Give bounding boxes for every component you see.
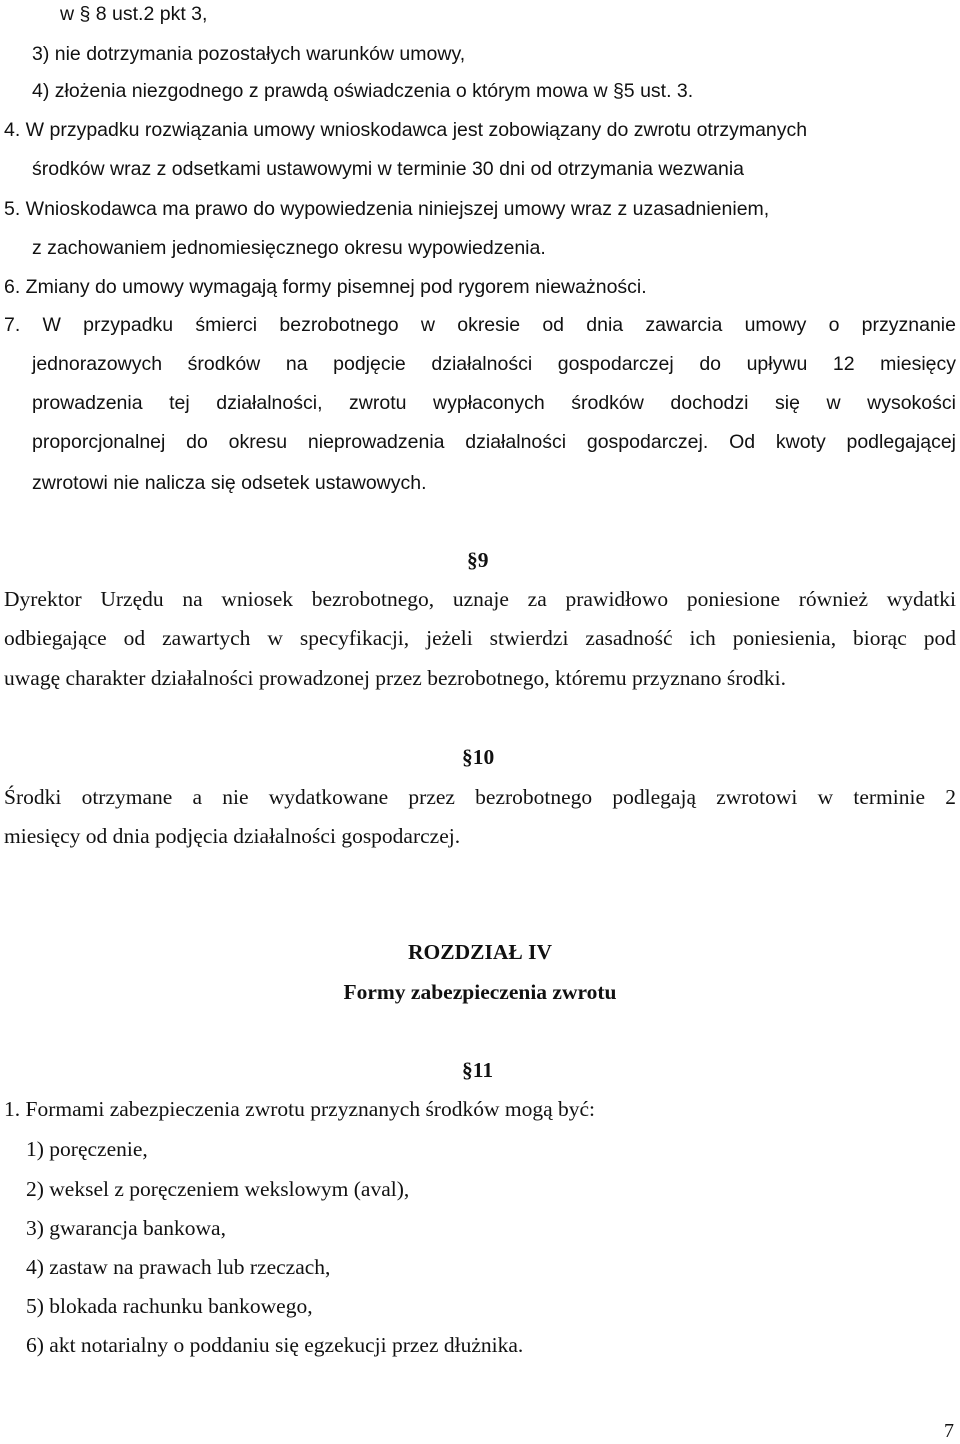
section-10-line-1: Środki otrzymane a nie wydatkowane przez bezrobotnego podlegają zwrotowi w terminie 2 [4, 785, 956, 809]
point-5-line-1: 5. Wnioskodawca ma prawo do wypowiedzenia niniejszej umowy wraz z uzasadnieniem, [4, 198, 770, 220]
list-item: 1) poręczenie, [26, 1137, 148, 1161]
page-number: 7 [944, 1420, 954, 1442]
section-11-heading: §11 [462, 1058, 494, 1082]
list-item: 2) weksel z poręczeniem wekslowym (aval), [26, 1177, 410, 1201]
point-7-line-5: zwrotowi nie nalicza się odsetek ustawowych. [32, 472, 427, 494]
list-item: 6) akt notarialny o poddaniu się egzekucji przez dłużnika. [26, 1333, 524, 1357]
point-7-line-1: 7. W przypadku śmierci bezrobotnego w okresie od dnia zawarcia umowy o przyznanie [4, 314, 956, 336]
point-7-line-4: proporcjonalnej do okresu nieprowadzenia działalności gospodarczej. Od kwoty podlegającej [32, 431, 956, 453]
point-4-line-1: 4. W przypadku rozwiązania umowy wnioskodawca jest zobowiązany do zwrotu otrzymanych [4, 119, 808, 141]
list-item-reference: w § 8 ust.2 pkt 3, [60, 3, 208, 25]
point-7-line-2: jednorazowych środków na podjęcie działalności gospodarczej do upływu 12 miesięcy [32, 353, 956, 375]
section-9-line-1: Dyrektor Urzędu na wniosek bezrobotnego, uznaje za prawidłowo poniesione również wydatki [4, 587, 956, 611]
list-item-4: 4) złożenia niezgodnego z prawdą oświadczenia o którym mowa w §5 ust. 3. [32, 80, 694, 102]
point-4-line-2: środków wraz z odsetkami ustawowymi w terminie 30 dni od otrzymania wezwania [32, 158, 745, 180]
section-11-intro: 1. Formami zabezpieczenia zwrotu przyznanych środków mogą być: [4, 1097, 596, 1121]
point-5-line-2: z zachowaniem jednomiesięcznego okresu wypowiedzenia. [32, 237, 546, 259]
point-6: 6. Zmiany do umowy wymagają formy pisemnej pod rygorem nieważności. [4, 276, 647, 298]
chapter-title: Formy zabezpieczenia zwrotu [343, 980, 617, 1004]
section-10-heading: §10 [462, 745, 495, 769]
section-9-line-3: uwagę charakter działalności prowadzonej przez bezrobotnego, któremu przyznano środki. [4, 666, 787, 690]
list-item: 4) zastaw na prawach lub rzeczach, [26, 1255, 331, 1279]
section-9-heading: §9 [467, 548, 489, 572]
chapter-number: ROZDZIAŁ IV [408, 940, 552, 964]
list-item: 5) blokada rachunku bankowego, [26, 1294, 313, 1318]
section-9-line-2: odbiegające od zawartych w specyfikacji, jeżeli stwierdzi zasadność ich poniesienia, biorąc pod [4, 626, 956, 650]
section-10-line-2: miesięcy od dnia podjęcia działalności gospodarczej. [4, 824, 461, 848]
list-item-3: 3) nie dotrzymania pozostałych warunków umowy, [32, 43, 466, 65]
point-7-line-3: prowadzenia tej działalności, zwrotu wypłaconych środków dochodzi się w wysokości [32, 392, 956, 414]
list-item: 3) gwarancja bankowa, [26, 1216, 226, 1240]
